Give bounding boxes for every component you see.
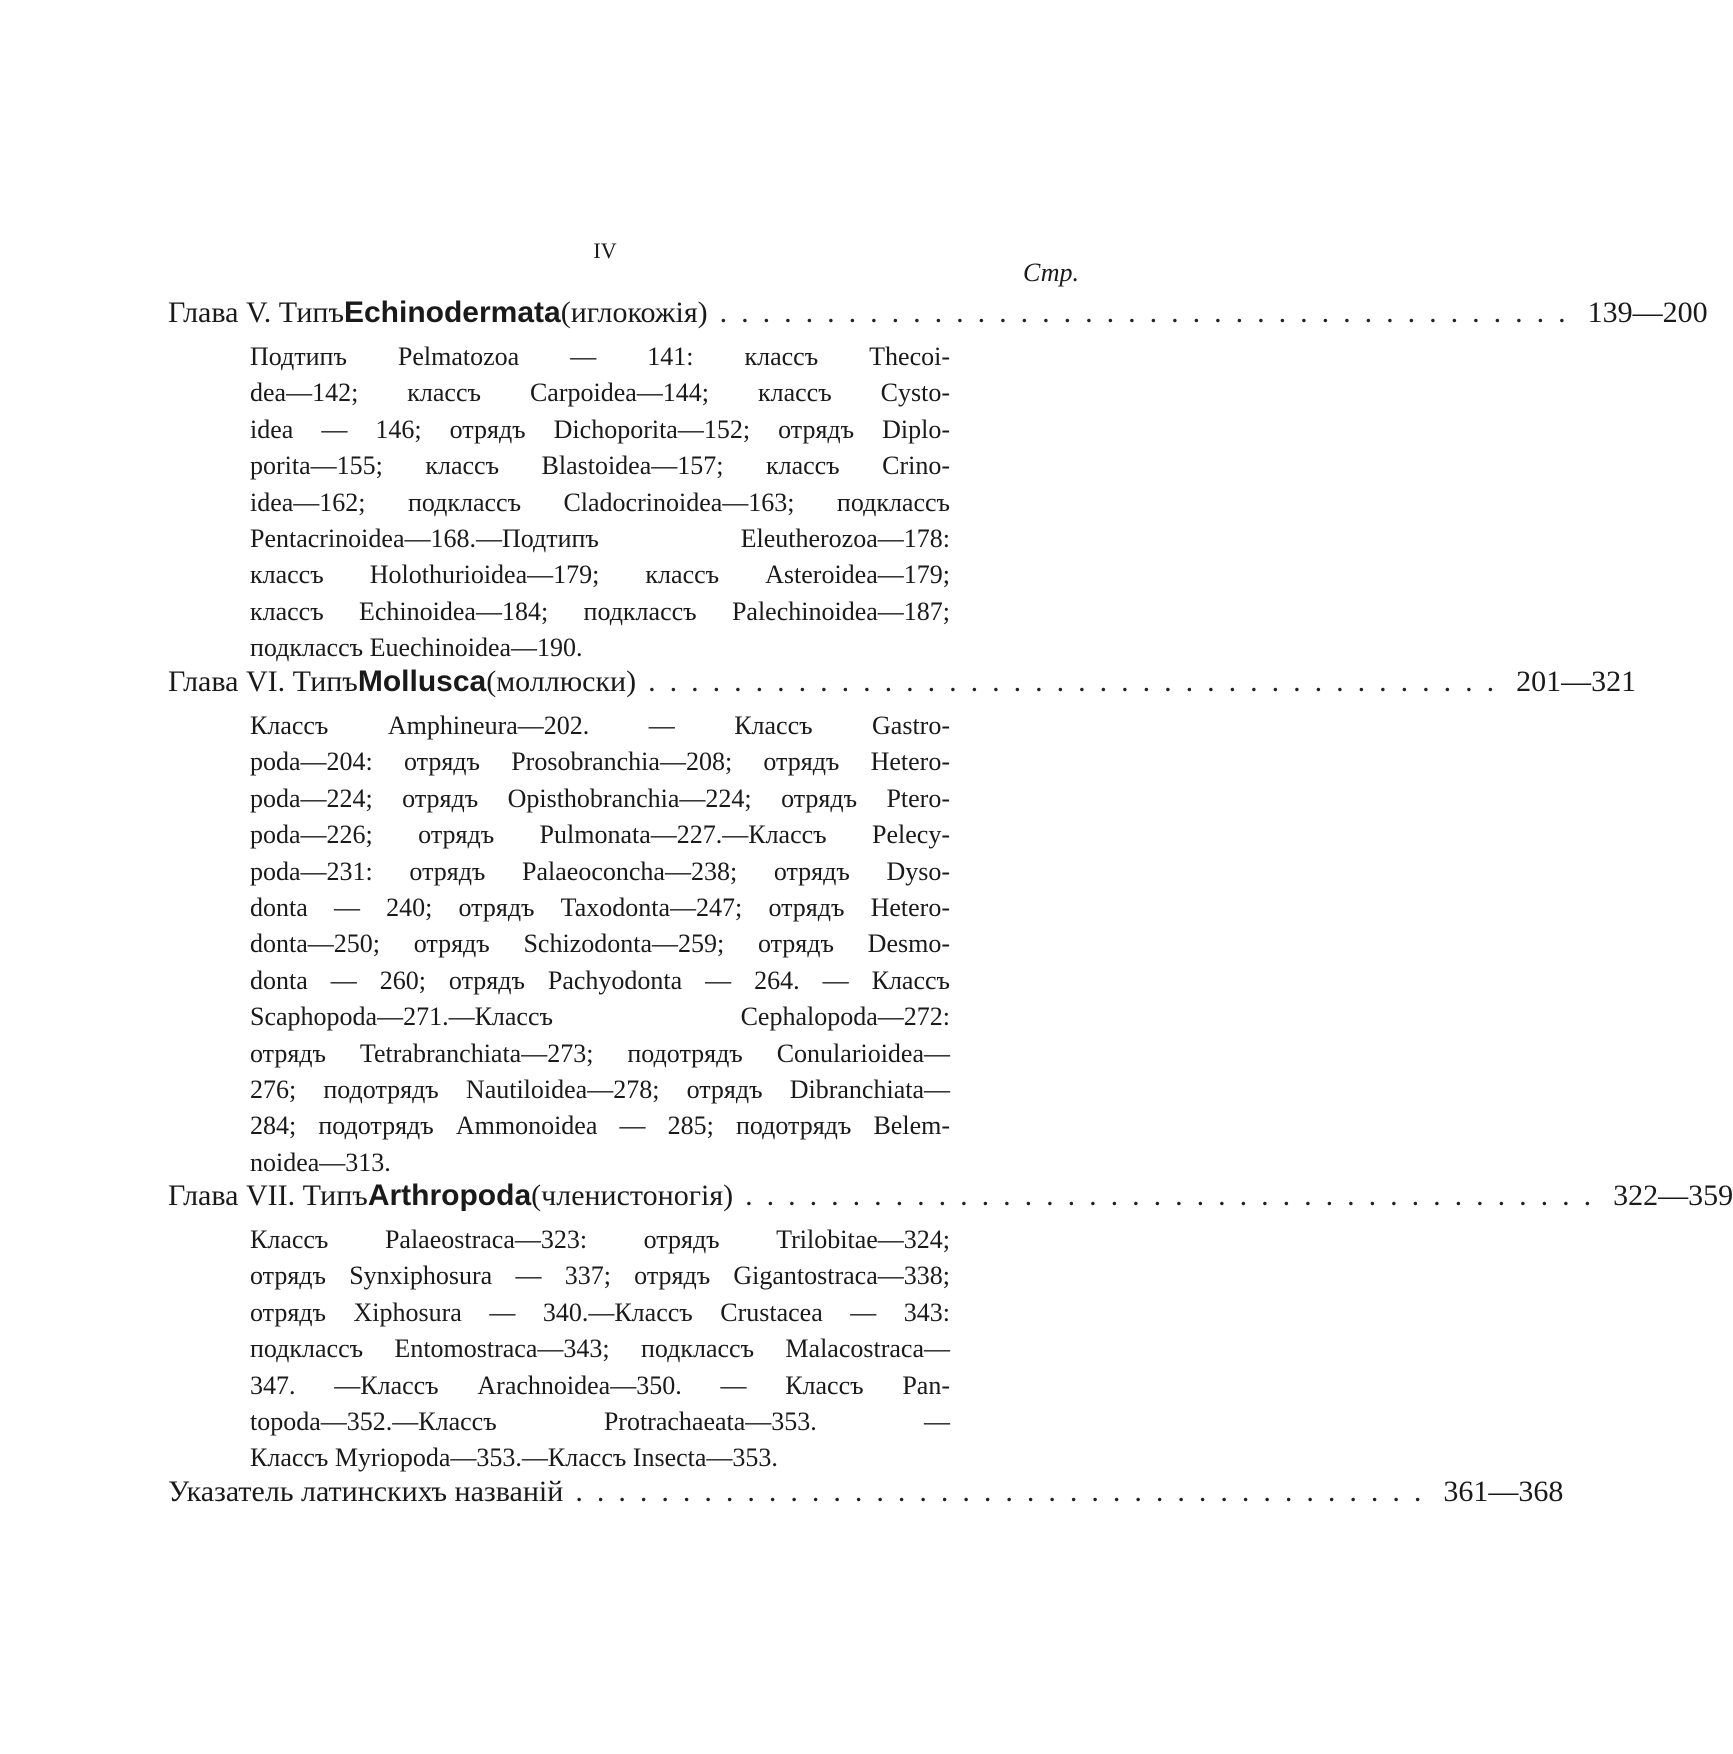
content-line: классъ Echinoidea—184; подклассъ Palechinoidea—187; [250,596,950,626]
chapter-contents-vi [250,708,950,1181]
content-line: подклассъ Entomostraca—343; подклассъ Malacostraca— [250,1334,950,1364]
content-line: Подтипъ Pelmatozoa — 141: классъ Thecoi- [250,342,950,371]
content-line: poda—224; отрядъ Opisthobranchia—224; отрядъ Ptero- [250,783,950,813]
content-line: 276; подотрядъ Nautiloidea—278; отрядъ Dibranchiata— [250,1074,950,1104]
content-line: Классъ Palaeostraca—323: отрядъ Trilobitae—324; [250,1225,950,1254]
chapter-contents-vii [250,1222,950,1477]
content-line: Классъ Amphineura—202. — Классъ Gastro- [250,711,950,740]
chapter-heading-v [168,296,1708,330]
chapter-pages: 139—200 [1587,296,1708,329]
chapter-prefix: Глава VII. Типъ [168,1179,368,1212]
index-title: Указатель латинскихъ названій [168,1475,564,1508]
page-number: IV [593,238,617,263]
chapter-heading-vii [168,1179,1733,1213]
content-line: poda—204: отрядъ Prosobranchia—208; отрядъ Hetero- [250,747,950,777]
chapter-pages: 201—321 [1516,665,1637,698]
content-line: подклассъ Euechinoidea—190. [250,633,583,663]
content-line: poda—231: отрядъ Palaeoconcha—238; отрядъ Dyso- [250,856,950,886]
content-line: отрядъ Tetrabranchiata—273; подотрядъ Conularioidea— [250,1038,950,1068]
index-entry [168,1475,1564,1509]
content-line: классъ Holothurioidea—179; классъ Asteroidea—179; [250,560,950,590]
dot-leader: ........................................ [648,665,1509,698]
chapter-suffix: (иглокожія) [560,296,708,329]
dot-leader: ........................................ [575,1475,1436,1508]
chapter-prefix: Глава VI. Типъ [168,665,358,698]
content-line: 284; подотрядъ Ammonoidea — 285; подотрядъ Belem- [250,1111,950,1141]
content-line: donta — 240; отрядъ Taxodonta—247; отрядъ Hetero- [250,892,950,922]
content-line: donta — 260; отрядъ Pachyodonta — 264. — Классъ [250,965,950,995]
content-line: 347. —Классъ Arachnoidea—350. — Классъ Pan- [250,1370,950,1400]
content-line: idea—162; подклассъ Cladocrinoidea—163; подклассъ [250,487,950,517]
content-line: poda—226; отрядъ Pulmonata—227.—Классъ Pelecy- [250,820,950,850]
content-line: topoda—352.—Классъ Protrachaeata—353. — [250,1406,950,1436]
content-line: donta—250; отрядъ Schizodonta—259; отрядъ Desmo- [250,929,950,959]
index-pages: 361—368 [1443,1475,1564,1508]
content-line: noidea—313. [250,1147,391,1177]
dot-leader: ........................................ [719,296,1580,329]
content-line: porita—155; классъ Blastoidea—157; классъ Crino- [250,451,950,481]
page-column-label: Стр. [1023,258,1079,287]
content-line: dea—142; классъ Carpoidea—144; классъ Cysto- [250,378,950,408]
chapter-pages: 322—359 [1613,1179,1733,1212]
content-line: Pentacrinoidea—168.—Подтипъ Eleutherozoa—178: [250,523,950,553]
content-line: отрядъ Xiphosura — 340.—Классъ Crustacea — 343: [250,1297,950,1327]
chapter-prefix: Глава V. Типъ [168,296,344,329]
chapter-contents-v [250,339,950,667]
chapter-suffix: (членистоногія) [531,1179,734,1212]
chapter-taxon: Arthropoda [367,1179,532,1212]
content-line: отрядъ Synxiphosura — 337; отрядъ Gigantostraca—338; [250,1261,950,1291]
content-line: Классъ Myriopoda—353.—Классъ Insecta—353. [250,1443,778,1473]
chapter-heading-vi [168,665,1637,699]
content-line: idea — 146; отрядъ Dichoporita—152; отрядъ Diplo- [250,414,950,444]
chapter-taxon: Echinodermata [343,296,561,329]
content-line: Scaphopoda—271.—Классъ Cephalopoda—272: [250,1002,950,1032]
chapter-suffix: (моллюски) [486,665,637,698]
dot-leader: ........................................ [745,1179,1606,1212]
chapter-taxon: Mollusca [357,665,487,698]
